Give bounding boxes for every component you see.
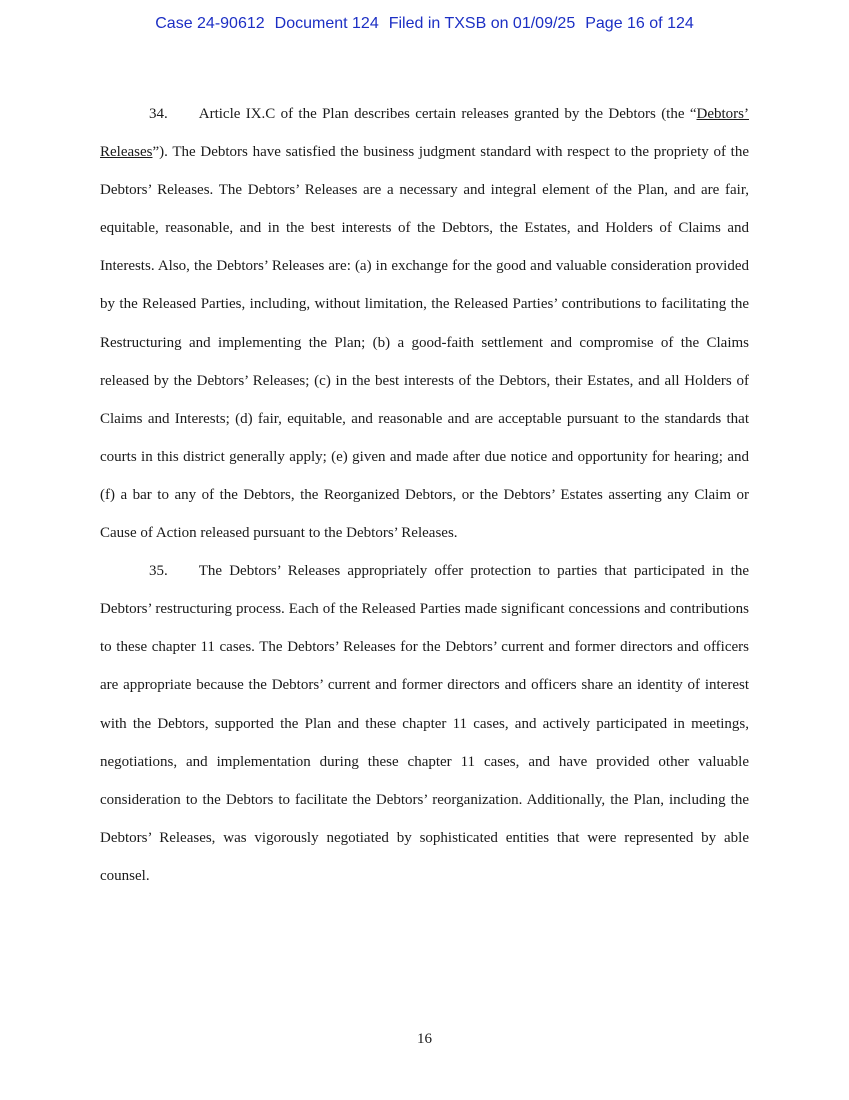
filed-date: Filed in TXSB on 01/09/25 <box>388 15 576 32</box>
paragraph-text-intro: Article IX.C of the Plan describes certain releases granted by the Debtors (the “ <box>198 106 697 122</box>
paragraph-number: 35. <box>149 563 168 580</box>
paragraph-number: 34. <box>149 106 168 122</box>
page-number: 16 <box>417 1031 432 1047</box>
document-number: Document 124 <box>274 15 379 32</box>
case-number: Case 24-90612 <box>155 15 265 32</box>
paragraph-text-body: ”). The Debtors have satisfied the business judgment standard with respect to the propriety of the Debtors’ Releases. The Debtors’ Releases are a necessary and integral element of the Plan, and are fair, equitable, reasonable, and in the best interests of the Debtors, the Estates, and Holders of Claims and Interests. Also, the Debtors’ Releases are: (a) in exchange for the good and valuable consideration provided by the Released Parties, including, without limitation, the Released Parties’ contributions to facilitating the Restructuring and implementing the Plan; (b) a good-faith settlement and compromise of the Claims released by the Debtors’ Releases; (c) in the best interests of the Debtors, their Estates, and all Holders of Claims and Interests; (d) fair, equitable, and reasonable and are acceptable pursuant to the standards that courts in this district generally apply; (e) given and made after due notice and opportunity for hearing; and (f) a bar to any of the Debtors, the Reorganized Debtors, or the Debtors’ Estates asserting any Claim or Cause of Action released pursuant to the Debtors’ Releases. <box>100 144 749 542</box>
document-body <box>100 95 749 895</box>
page-of-total: Page 16 of 124 <box>585 15 694 32</box>
defined-term: Debtors’ Releases <box>100 106 749 161</box>
paragraph-34 <box>100 95 749 552</box>
paragraph-text: The Debtors’ Releases appropriately offer protection to parties that participated in the Debtors’ restructuring process. Each of the Released Parties made significant concessions and contributions to these chapter 11 cases. The Debtors’ Releases for the Debtors’ current and former directors and officers are appropriate because the Debtors’ current and former directors and officers share an identity of interest with the Debtors, supported the Plan and these chapter 11 cases, and actively participated in meetings, negotiations, and implementation during these chapter 11 cases, and have provided other valuable consideration to the Debtors to facilitate the Debtors’ reorganization. Additionally, the Plan, including the Debtors’ Releases, was vigorously negotiated by sophisticated entities that were represented by able counsel. <box>100 563 749 884</box>
court-filing-header <box>0 15 849 33</box>
paragraph-35 <box>100 552 749 895</box>
